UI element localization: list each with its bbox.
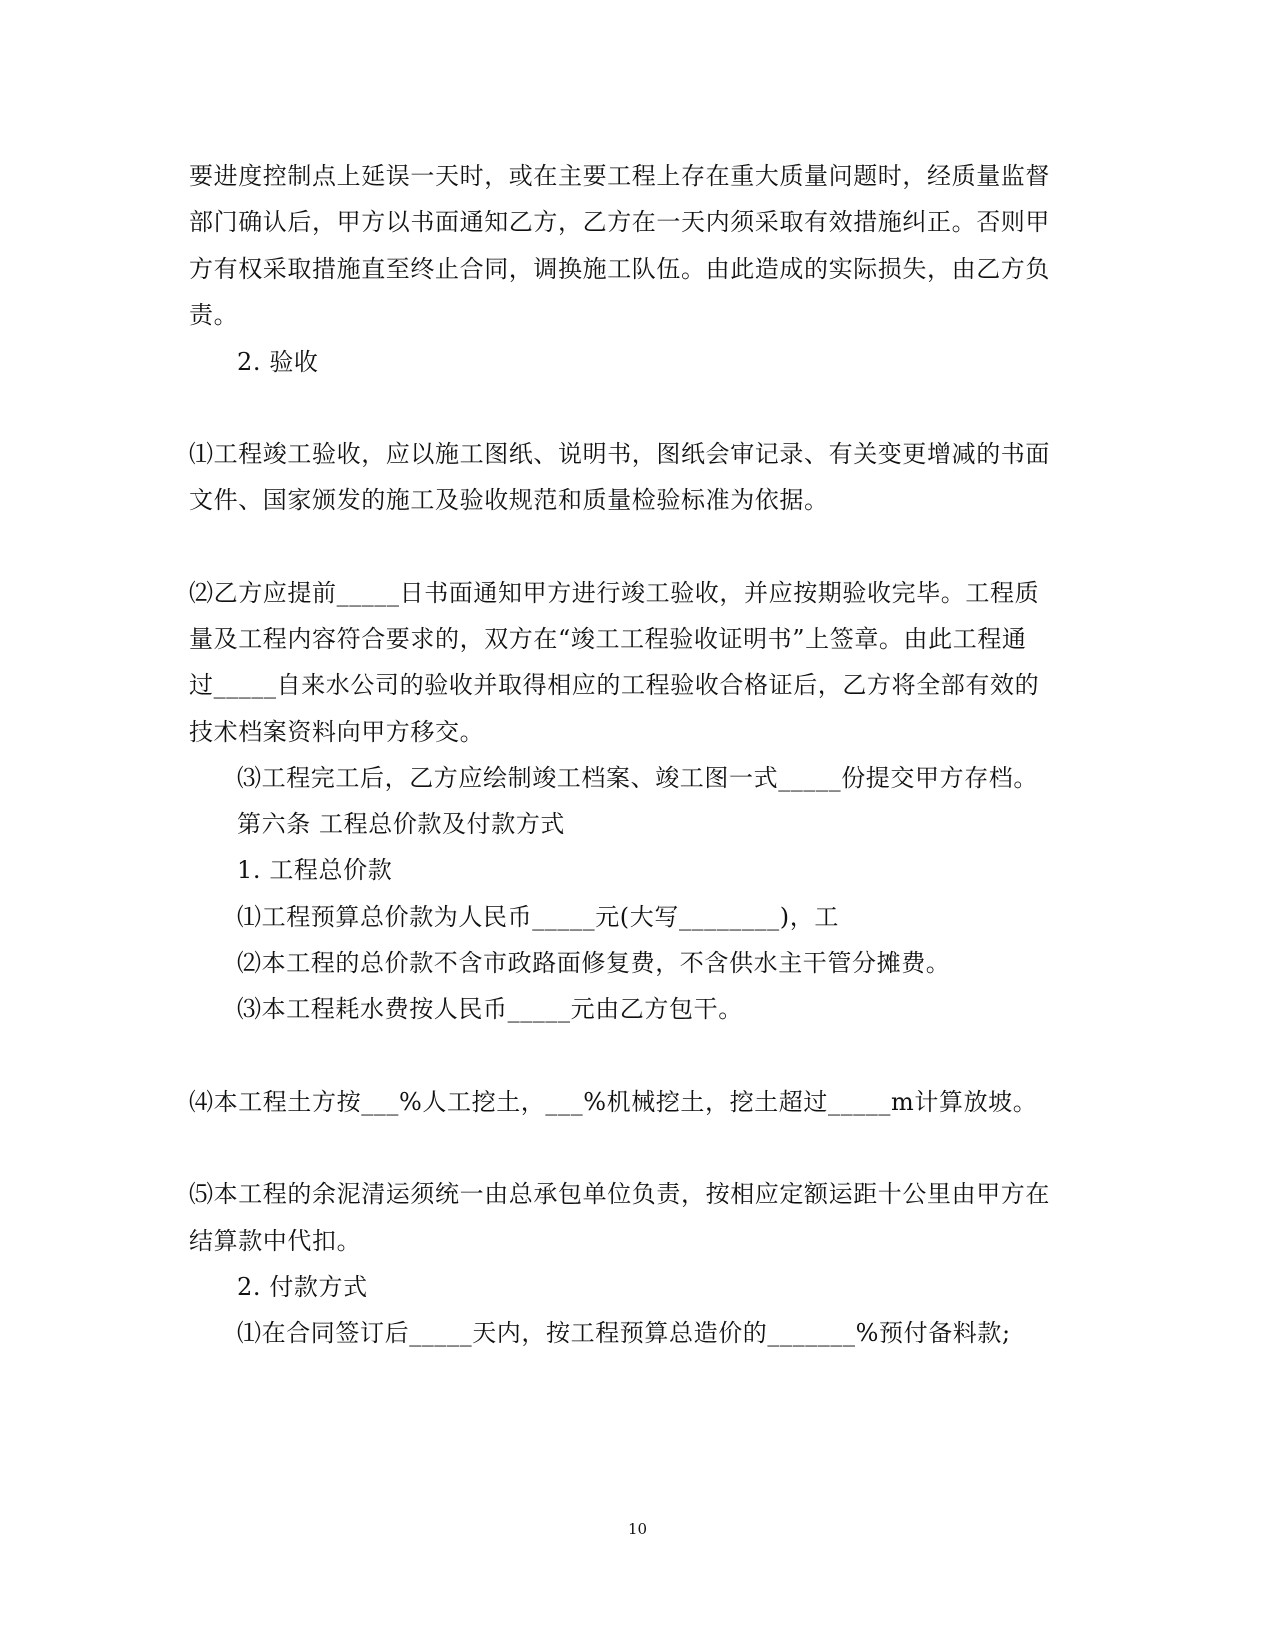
- text-line: 方有权采取措施直至终止合同，调换施工队伍。由此造成的实际损失，由乙方负: [189, 255, 1050, 283]
- text-line: 责。: [189, 301, 239, 329]
- text-line: ⑴在合同签订后_____天内，按工程预算总造价的_______%预付备料款;: [237, 1319, 1011, 1347]
- text-line: ⑶本工程耗水费按人民币_____元由乙方包干。: [237, 995, 743, 1023]
- text-line: 过_____自来水公司的验收并取得相应的工程验收合格证后，乙方将全部有效的: [189, 671, 1040, 699]
- section-heading: 1. 工程总价款: [237, 856, 393, 884]
- text-line: ⑴工程竣工验收，应以施工图纸、说明书，图纸会审记录、有关变更增减的书面: [189, 440, 1050, 468]
- text-line: ⑵乙方应提前_____日书面通知甲方进行竣工验收，并应按期验收完毕。工程质: [189, 579, 1040, 607]
- article-heading: 第六条 工程总价款及付款方式: [237, 810, 566, 838]
- section-heading: 2. 验收: [237, 348, 319, 376]
- text-line: 部门确认后，甲方以书面通知乙方，乙方在一天内须采取有效措施纠正。否则甲: [189, 208, 1050, 236]
- text-line: ⑴工程预算总价款为人民币_____元(大写________)，工: [237, 903, 839, 931]
- text-line: 技术档案资料向甲方移交。: [189, 718, 485, 746]
- text-line: 文件、国家颁发的施工及验收规范和质量检验标准为依据。: [189, 486, 829, 514]
- section-heading: 2. 付款方式: [237, 1273, 368, 1301]
- text-line: ⑶工程完工后，乙方应绘制竣工档案、竣工图一式_____份提交甲方存档。: [237, 764, 1038, 792]
- text-line: 要进度控制点上延误一天时，或在主要工程上存在重大质量问题时，经质量监督: [189, 162, 1050, 190]
- page-number: 10: [627, 1520, 648, 1538]
- text-line: 结算款中代扣。: [189, 1227, 362, 1255]
- text-line: ⑵本工程的总价款不含市政路面修复费，不含供水主干管分摊费。: [237, 949, 951, 977]
- text-line: ⑸本工程的余泥清运须统一由总承包单位负责，按相应定额运距十公里由甲方在: [189, 1180, 1050, 1208]
- text-line: 量及工程内容符合要求的，双方在“竣工工程验收证明书”上签章。由此工程通: [189, 625, 1027, 653]
- text-line: ⑷本工程土方按___%人工挖土，___%机械挖土，挖土超过_____m计算放坡。: [189, 1088, 1038, 1116]
